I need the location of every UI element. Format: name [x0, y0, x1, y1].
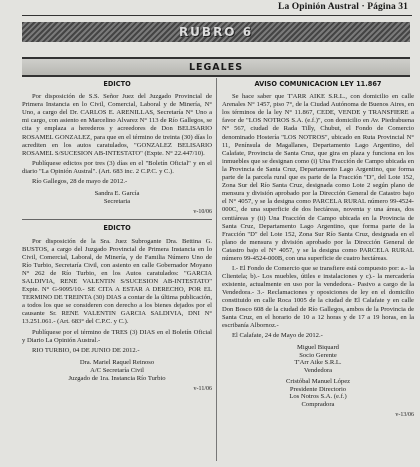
buyer-name: Cristóbal Manuel López	[285, 378, 351, 386]
signer-court: Juzgado de 1ra. Instancia Río Turbio	[68, 375, 166, 382]
seller-label: Vendedora	[303, 366, 333, 374]
aviso-composition: I.- El Fondo de Comercio que se transfiere está compuesto por: a.- la Clientela; b).- Los muebles, útiles e instalaciones y c).- la mercadería existente, actualmente en uso por la vendedora.- Pasivo a cargo de la Vendedora.- 3.- Reclamaciones y oposiciones de ley en el domicilio constituido en calle Roca 1005 de la ciudad de El Calafate y en calle Don Bosco 608 de la ciudad de Río Gallegos, ambos de la Provincia de Santa Cruz, en el horario de 10 a 12 horas y de 17 a 19 horas, en la escribanía Albornoz.-	[222, 265, 414, 329]
right-column	[222, 80, 414, 419]
edicto-publication: Publíquese edictos por tres (3) días en el "Boletín Oficial" y en el diario "La Opinión Austral". (Art. 683 inc. 2 C.P.C. y C.).	[22, 159, 212, 175]
signer-name: Sandra E. García	[94, 190, 140, 198]
edicto-place-date: RIO TURBIO, 04 DE JUNIO DE 2012.-	[32, 346, 140, 354]
aviso-place-date: El Calafate, 24 de Mayo de 2012.-	[232, 331, 323, 339]
header-rule	[22, 15, 412, 16]
buyer-signature	[222, 378, 414, 408]
section-bar	[22, 57, 410, 77]
buyer-label: Compradora	[301, 401, 335, 409]
edicto-garcia	[22, 224, 212, 393]
edicto-separator	[22, 219, 212, 220]
seller-signature	[222, 344, 414, 374]
left-column	[22, 80, 212, 393]
buyer-company: Los Notros S.A. (e.f.)	[289, 393, 347, 401]
seller-role: Socio Gerente	[299, 351, 337, 359]
edicto-body: Por disposición de S.S. Señor Juez del Juzgado Provincial de Primera Instancia en lo Civil, Comercial, Laboral y de Minería, N° Uno, a cargo del Dr. CARLOS E. ARENILLAS, Secretaría N° Uno a mi cargo, con asiento en Marcelino Alvarez N° 113 de Río Gallegos, se cita y emplaza a herederos y acreedores de Don BELISARIO ROSAMEL GONZALEZ, para que en el término de treinta (30) días lo acrediten en los autos caratulados, "GONZALEZ BELISARIO ROSAMEL S/SUCESION AB-INTESTATO" (Expte. N° 22.447/10).	[22, 93, 212, 157]
rubro-banner	[22, 22, 410, 42]
signer-role: Secretaria	[103, 198, 131, 206]
edicto-body: Por disposición de la Sra. Juez Subrogante Dra. Bettina G. BUSTOS, a cargo del Juzgado Provincial de Primera Instancia en lo Civil, Comercial, Laboral, de Minería, y de Familia Número Uno de Río Turbio, Secretaría Civil, con asiento en calle Gobernador Moyano N° 262 de Río Turbio, en los Autos caratulados: "GARCIA SALDIVIA, RENE VALENTIN S/SUCESION AB-INTESTATO" Expte. N° G-9095/10.- SE CITA A ESTAR A DERECHO, POR EL TERMINO DE TREINTA (30) DIAS a contar de la última publicación, a todos los que se consideren con derecho a los bienes dejados por el causante Sr. RENE VALENTIN GARCIA SALDIVIA, DNI N° 13.251.061.- (Art. 683° del C.P.C. y C.).	[22, 237, 212, 326]
edicto-title: EDICTO	[103, 80, 131, 88]
edicto-place-date: Río Gallegos, 28 de mayo de 2012.-	[32, 178, 128, 186]
edicto-code: v-11/06	[193, 386, 212, 393]
running-head: La Opinión Austral · Página 31	[278, 2, 408, 12]
section-title: LEGALES	[188, 61, 244, 73]
aviso-title: AVISO COMUNICACION LEY 11.867	[254, 80, 382, 88]
edicto-signature	[22, 359, 212, 383]
edicto-title: EDICTO	[103, 224, 131, 233]
edicto-signature	[22, 190, 212, 206]
buyer-role: Presidente Directorio	[289, 385, 347, 393]
signer-role: A/C Secretaría Civil	[90, 366, 144, 374]
rubro-label: RUBRO 6	[178, 25, 254, 39]
signer-name: Dra. Mariel Raquel Reinoso	[79, 358, 155, 366]
edicto-publication: Publíquese por el término de TRES (3) DIAS en el Boletín Oficial y Diario La Opinión Austral.-	[22, 328, 212, 344]
aviso-body: Se hace saber que T'ARR AIKE S.R.L., con domicilio en calle Arenales N° 1457, piso 7°, de la Ciudad Autónoma de Buenos Aires, en los términos de la ley N° 11.867, CEDE, VENDE y TRANSFIERE a favor de "LOS NOTROS S.A. (e.f.)", con domicilio en Av. Piedrabuena N° 567, ciudad de Rada Tilly, Chubut, el Fondo de Comercio denominado Hostería "LOS NOTROS", ubicado en Ruta Provincial N° 11, Península de Magallanes, Departamento Lago Argentino, del Calafate, Provincia de Santa Cruz, que gira en plaza y funciona en los inmuebles que se designan como (i) Una Fracción de Campo ubicada en la Provincia de Santa Cruz, Departamento Lago Argentino, que forma parte de la parcela rural que es parte de la Fracción "D", del Lote 152, Zona Sur del Río Santa Cruz, designada como Lote 2 según plano de mensura y división aprobado por la Dirección General de Catastro bajo el N° 4057, y se la designa como PARCELA RURAL número 99-4524-000C, de una superficie de dos hectáreas, noventa y una áreas, dos centiáreas y (ii) Una Fracción de Campo ubicada en la Provincia de Santa Cruz, Departamento Lago Argentino, que forma parte de la Fracción "D" del Lote 152, Zona Sur Río Santa Cruz, designada en el plano de mensura y división aprobado por la Dirección General de Catastro bajo el N° 4057, y se la designa como PARCELA RURAL número 99-4524-000B, con una superficie de cuatro hectáreas.	[222, 93, 414, 262]
aviso-code: v-13/06	[395, 411, 414, 418]
edicto-code: v-10/06	[193, 209, 212, 216]
edicto-gonzalez	[22, 80, 212, 216]
column-divider	[216, 78, 217, 461]
seller-company: T'Arr Aike S.R.L.	[294, 359, 342, 367]
seller-name: Miguel Biquard	[297, 343, 339, 351]
